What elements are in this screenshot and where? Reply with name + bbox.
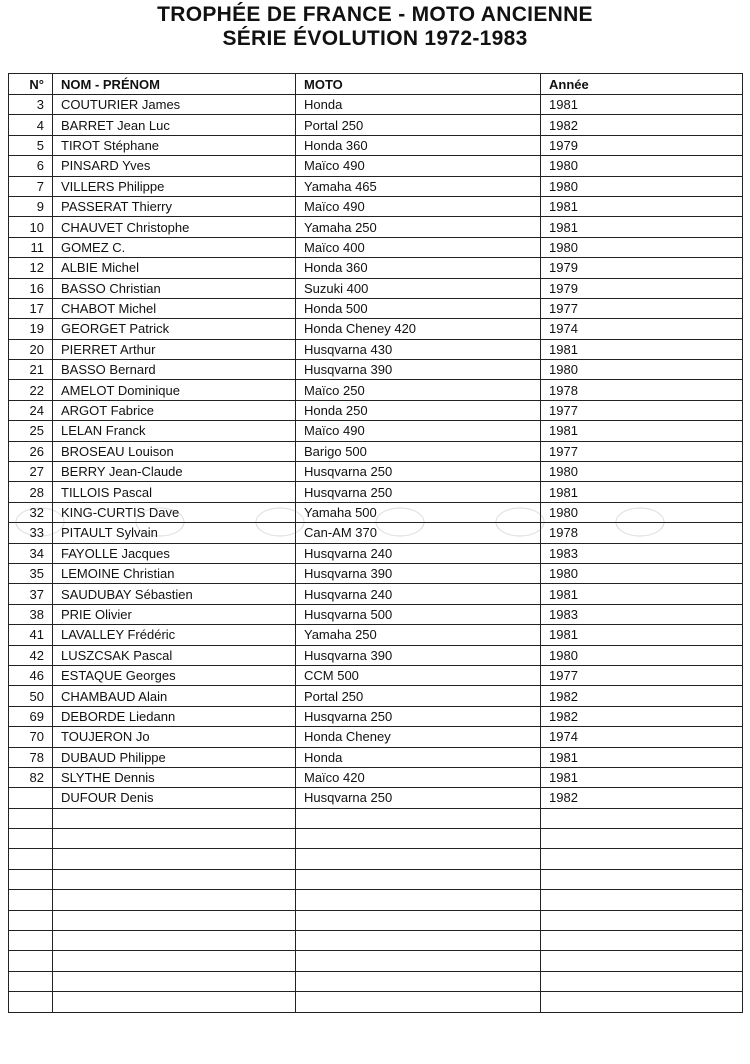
cell-year: 1977 [541, 298, 743, 318]
cell-name [53, 869, 296, 889]
table-row [9, 115, 743, 135]
cell-moto: Husqvarna 250 [296, 788, 541, 808]
table-row [9, 441, 743, 461]
cell-name: PASSERAT Thierry [53, 196, 296, 216]
table-row [9, 788, 743, 808]
cell-name [53, 992, 296, 1012]
cell-name: PITAULT Sylvain [53, 523, 296, 543]
cell-moto: Maïco 250 [296, 380, 541, 400]
cell-moto: Husqvarna 500 [296, 604, 541, 624]
cell-number: 50 [9, 686, 53, 706]
cell-year [541, 829, 743, 849]
table-row [9, 869, 743, 889]
cell-name: TOUJERON Jo [53, 727, 296, 747]
cell-number: 78 [9, 747, 53, 767]
cell-year: 1978 [541, 380, 743, 400]
cell-number: 24 [9, 400, 53, 420]
cell-number: 4 [9, 115, 53, 135]
cell-name [53, 910, 296, 930]
table-row [9, 196, 743, 216]
cell-name [53, 849, 296, 869]
cell-number [9, 829, 53, 849]
cell-moto [296, 910, 541, 930]
table-row [9, 665, 743, 685]
cell-number: 19 [9, 319, 53, 339]
table-row [9, 910, 743, 930]
cell-year: 1977 [541, 665, 743, 685]
cell-name [53, 829, 296, 849]
document-header [0, 0, 750, 51]
cell-name: BASSO Bernard [53, 360, 296, 380]
cell-moto: Husqvarna 240 [296, 543, 541, 563]
table-row [9, 584, 743, 604]
cell-year: 1981 [541, 339, 743, 359]
cell-year: 1979 [541, 135, 743, 155]
cell-year: 1982 [541, 706, 743, 726]
cell-moto: Yamaha 465 [296, 176, 541, 196]
table-row [9, 298, 743, 318]
cell-name: LAVALLEY Frédéric [53, 625, 296, 645]
table-row [9, 931, 743, 951]
cell-number: 26 [9, 441, 53, 461]
table-header-row [9, 74, 743, 95]
column-header-name: NOM - PRÉNOM [53, 74, 296, 95]
cell-name: LUSZCSAK Pascal [53, 645, 296, 665]
cell-year: 1980 [541, 156, 743, 176]
cell-year [541, 849, 743, 869]
cell-moto: Honda 360 [296, 258, 541, 278]
cell-year [541, 992, 743, 1012]
cell-name: ARGOT Fabrice [53, 400, 296, 420]
cell-number: 16 [9, 278, 53, 298]
cell-name: CHAUVET Christophe [53, 217, 296, 237]
cell-number: 3 [9, 95, 53, 115]
cell-name: PIERRET Arthur [53, 339, 296, 359]
cell-name: GEORGET Patrick [53, 319, 296, 339]
cell-name: COUTURIER James [53, 95, 296, 115]
cell-name: CHAMBAUD Alain [53, 686, 296, 706]
cell-year: 1981 [541, 95, 743, 115]
cell-year: 1974 [541, 319, 743, 339]
cell-name: LELAN Franck [53, 421, 296, 441]
table-row [9, 278, 743, 298]
cell-moto: Maïco 490 [296, 156, 541, 176]
cell-number: 17 [9, 298, 53, 318]
cell-number [9, 788, 53, 808]
column-header-moto: MOTO [296, 74, 541, 95]
table-row [9, 849, 743, 869]
table-row [9, 543, 743, 563]
cell-name: AMELOT Dominique [53, 380, 296, 400]
cell-moto: Yamaha 250 [296, 217, 541, 237]
cell-number [9, 931, 53, 951]
cell-number: 25 [9, 421, 53, 441]
cell-name: LEMOINE Christian [53, 563, 296, 583]
cell-year [541, 971, 743, 991]
cell-year: 1979 [541, 278, 743, 298]
cell-moto [296, 869, 541, 889]
cell-year [541, 910, 743, 930]
cell-year: 1978 [541, 523, 743, 543]
cell-year: 1982 [541, 115, 743, 135]
cell-moto: Portal 250 [296, 115, 541, 135]
entries-table [8, 73, 743, 1013]
cell-moto [296, 971, 541, 991]
cell-moto: Maïco 490 [296, 421, 541, 441]
cell-moto: Husqvarna 390 [296, 645, 541, 665]
cell-number: 32 [9, 502, 53, 522]
cell-moto [296, 931, 541, 951]
cell-moto: Husqvarna 240 [296, 584, 541, 604]
cell-moto: Honda 360 [296, 135, 541, 155]
cell-year: 1980 [541, 502, 743, 522]
table-row [9, 462, 743, 482]
cell-moto [296, 849, 541, 869]
cell-year: 1983 [541, 543, 743, 563]
cell-name: CHABOT Michel [53, 298, 296, 318]
cell-number: 35 [9, 563, 53, 583]
cell-year: 1981 [541, 747, 743, 767]
table-row [9, 706, 743, 726]
table-row [9, 360, 743, 380]
cell-name: DUFOUR Denis [53, 788, 296, 808]
table-row [9, 95, 743, 115]
cell-number [9, 890, 53, 910]
cell-moto: Maïco 420 [296, 767, 541, 787]
cell-number: 7 [9, 176, 53, 196]
cell-number: 46 [9, 665, 53, 685]
cell-number [9, 910, 53, 930]
cell-moto: Maïco 490 [296, 196, 541, 216]
cell-number: 37 [9, 584, 53, 604]
table-row [9, 482, 743, 502]
table-row [9, 604, 743, 624]
cell-year: 1980 [541, 237, 743, 257]
cell-number [9, 992, 53, 1012]
cell-number: 10 [9, 217, 53, 237]
table-row [9, 563, 743, 583]
cell-moto [296, 992, 541, 1012]
cell-moto [296, 829, 541, 849]
cell-number: 27 [9, 462, 53, 482]
cell-name: PRIE Olivier [53, 604, 296, 624]
table-row [9, 339, 743, 359]
cell-year: 1982 [541, 788, 743, 808]
table-row [9, 319, 743, 339]
cell-name: KING-CURTIS Dave [53, 502, 296, 522]
cell-name: BASSO Christian [53, 278, 296, 298]
cell-number: 69 [9, 706, 53, 726]
cell-year: 1981 [541, 421, 743, 441]
cell-year [541, 890, 743, 910]
table-row [9, 237, 743, 257]
cell-year [541, 931, 743, 951]
table-row [9, 890, 743, 910]
cell-year: 1981 [541, 625, 743, 645]
table-row [9, 421, 743, 441]
cell-moto: Husqvarna 430 [296, 339, 541, 359]
cell-number: 21 [9, 360, 53, 380]
cell-name: TILLOIS Pascal [53, 482, 296, 502]
cell-number: 9 [9, 196, 53, 216]
cell-name: FAYOLLE Jacques [53, 543, 296, 563]
cell-moto: Husqvarna 250 [296, 482, 541, 502]
title-line-1: TROPHÉE DE FRANCE - MOTO ANCIENNE [157, 3, 593, 26]
cell-moto: Maïco 400 [296, 237, 541, 257]
cell-name: BERRY Jean-Claude [53, 462, 296, 482]
cell-year: 1980 [541, 462, 743, 482]
table-row [9, 727, 743, 747]
cell-number: 41 [9, 625, 53, 645]
cell-year: 1981 [541, 196, 743, 216]
cell-name: ESTAQUE Georges [53, 665, 296, 685]
table-row [9, 951, 743, 971]
cell-year: 1980 [541, 645, 743, 665]
cell-year: 1977 [541, 441, 743, 461]
cell-moto: Barigo 500 [296, 441, 541, 461]
table-row [9, 829, 743, 849]
table-row [9, 217, 743, 237]
cell-number [9, 951, 53, 971]
cell-year [541, 808, 743, 828]
cell-number: 28 [9, 482, 53, 502]
cell-year: 1980 [541, 176, 743, 196]
table-row [9, 808, 743, 828]
cell-number [9, 849, 53, 869]
cell-name [53, 808, 296, 828]
cell-name: BARRET Jean Luc [53, 115, 296, 135]
cell-name [53, 931, 296, 951]
cell-moto: Yamaha 250 [296, 625, 541, 645]
cell-moto: Husqvarna 390 [296, 360, 541, 380]
table-row [9, 380, 743, 400]
cell-name [53, 971, 296, 991]
cell-moto: Husqvarna 390 [296, 563, 541, 583]
cell-moto: Honda 250 [296, 400, 541, 420]
cell-moto [296, 808, 541, 828]
cell-moto: Honda [296, 95, 541, 115]
cell-year: 1981 [541, 482, 743, 502]
cell-name: ALBIE Michel [53, 258, 296, 278]
cell-moto: Husqvarna 250 [296, 706, 541, 726]
cell-year: 1981 [541, 584, 743, 604]
cell-number: 5 [9, 135, 53, 155]
cell-number: 34 [9, 543, 53, 563]
cell-moto: CCM 500 [296, 665, 541, 685]
table-row [9, 747, 743, 767]
cell-number [9, 869, 53, 889]
cell-number: 12 [9, 258, 53, 278]
table-row [9, 400, 743, 420]
cell-number: 22 [9, 380, 53, 400]
cell-name: BROSEAU Louison [53, 441, 296, 461]
column-header-number: N° [9, 74, 53, 95]
cell-name: SLYTHE Dennis [53, 767, 296, 787]
cell-name [53, 890, 296, 910]
table-row [9, 625, 743, 645]
cell-year: 1980 [541, 563, 743, 583]
cell-number: 20 [9, 339, 53, 359]
table-row [9, 645, 743, 665]
cell-year [541, 869, 743, 889]
table-body [9, 95, 743, 1013]
table-row [9, 156, 743, 176]
cell-moto: Yamaha 500 [296, 502, 541, 522]
cell-year: 1983 [541, 604, 743, 624]
cell-year: 1981 [541, 217, 743, 237]
cell-year: 1982 [541, 686, 743, 706]
cell-name: VILLERS Philippe [53, 176, 296, 196]
cell-name: SAUDUBAY Sébastien [53, 584, 296, 604]
cell-moto: Honda [296, 747, 541, 767]
cell-name: GOMEZ C. [53, 237, 296, 257]
title-line-2: SÉRIE ÉVOLUTION 1972-1983 [222, 27, 528, 50]
cell-year: 1974 [541, 727, 743, 747]
cell-year [541, 951, 743, 971]
cell-number: 42 [9, 645, 53, 665]
cell-year: 1981 [541, 767, 743, 787]
cell-number: 11 [9, 237, 53, 257]
table-row [9, 686, 743, 706]
table-row [9, 523, 743, 543]
cell-moto: Suzuki 400 [296, 278, 541, 298]
table-row [9, 971, 743, 991]
cell-moto [296, 951, 541, 971]
cell-year: 1979 [541, 258, 743, 278]
cell-number: 70 [9, 727, 53, 747]
cell-number: 82 [9, 767, 53, 787]
cell-moto: Honda 500 [296, 298, 541, 318]
cell-number: 33 [9, 523, 53, 543]
cell-name: PINSARD Yves [53, 156, 296, 176]
table-row [9, 992, 743, 1012]
table-row [9, 767, 743, 787]
table-row [9, 176, 743, 196]
cell-name [53, 951, 296, 971]
cell-moto: Honda Cheney [296, 727, 541, 747]
cell-moto: Portal 250 [296, 686, 541, 706]
cell-name: TIROT Stéphane [53, 135, 296, 155]
cell-moto: Can-AM 370 [296, 523, 541, 543]
cell-moto [296, 890, 541, 910]
cell-number: 6 [9, 156, 53, 176]
cell-number [9, 971, 53, 991]
cell-year: 1980 [541, 360, 743, 380]
table-row [9, 258, 743, 278]
table-row [9, 135, 743, 155]
cell-number: 38 [9, 604, 53, 624]
table-row [9, 502, 743, 522]
column-header-year: Année [541, 74, 743, 95]
cell-year: 1977 [541, 400, 743, 420]
cell-name: DEBORDE Liedann [53, 706, 296, 726]
cell-number [9, 808, 53, 828]
cell-moto: Husqvarna 250 [296, 462, 541, 482]
cell-moto: Honda Cheney 420 [296, 319, 541, 339]
cell-name: DUBAUD Philippe [53, 747, 296, 767]
